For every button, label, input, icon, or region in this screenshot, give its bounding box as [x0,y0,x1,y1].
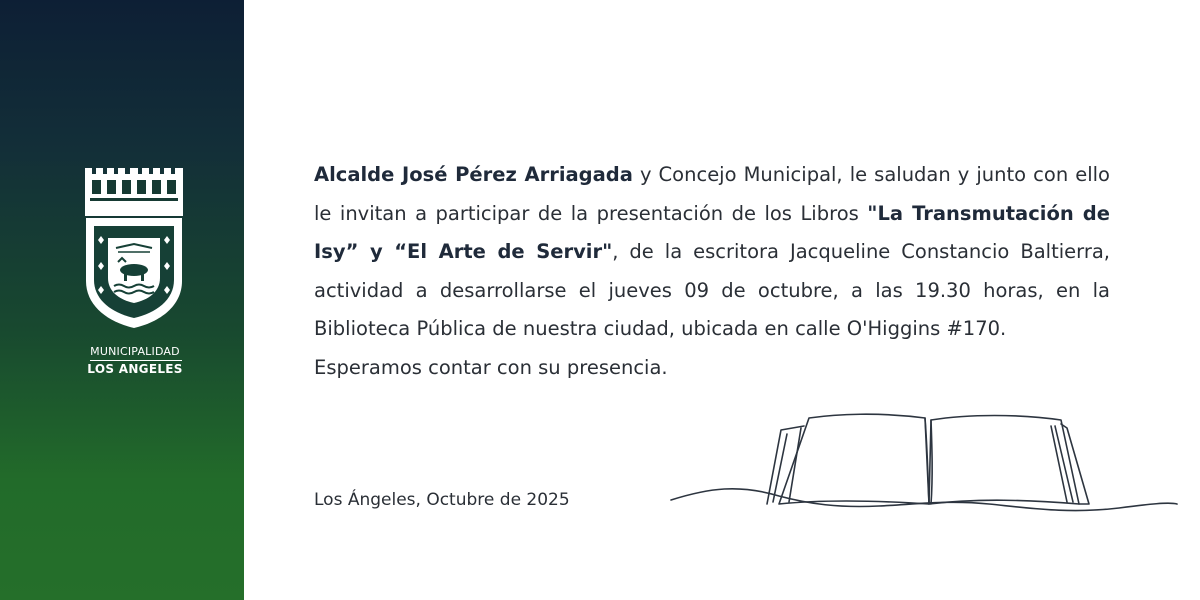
org-name-line1: MUNICIPALIDAD [90,345,180,358]
municipal-crest-icon [82,166,186,334]
place-date: Los Ángeles, Octubre de 2025 [314,490,570,510]
org-divider [90,360,182,361]
invitation-text-2: , de la escritora Jacqueline Constancio Baltierra, actividad a desarrollarse el jueves 09 de octubre, a las 19.30 horas, en la Biblioteca Pública de nuestra ciudad, ubicada en calle O'Higgins #170. [314,240,1110,340]
open-book-line-art-icon [669,404,1179,524]
invitation-text-1: y Concejo Municipal, le saludan y junto con ello le invitan a participar de la presentación de los Libros [314,163,1110,225]
sender-name: Alcalde José Pérez Arriagada [314,163,633,186]
sidebar-panel [0,0,244,600]
invitation-body [314,156,1110,387]
book-titles: "La Transmutación de Isy” y “El Arte de Servir" [314,201,1110,263]
invitation-panel [244,0,1200,600]
org-name-line2: LOS ANGELES [87,362,183,376]
invitation-closing: Esperamos contar con su presencia. [314,355,668,379]
